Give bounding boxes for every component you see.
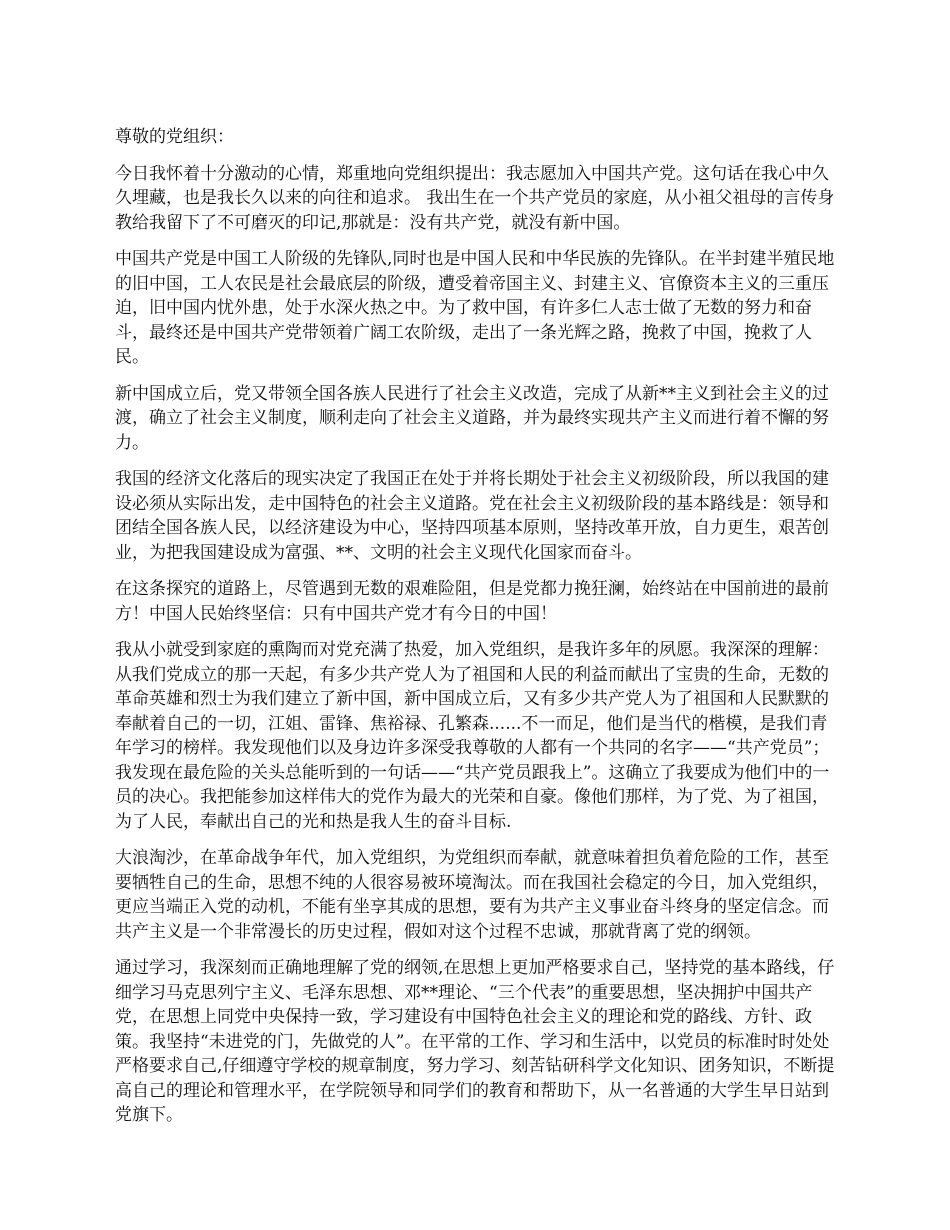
paragraph-5: 在这条探究的道路上，尽管遇到无数的艰难险阻，但是党都力挽狂澜，始终站在中国前进的最前方！中国人民始终坚信：只有中国共产党才有今日的中国！ (115, 579, 829, 624)
document-page (115, 125, 835, 1140)
paragraph-6: 我从小就受到家庭的熏陶而对党充满了热爱，加入党组织，是我许多年的夙愿。我深深的理解：从我们党成立的那一天起，有多少共产党人为了祖国和人民的利益而献出了宝贵的生命，无数的革命英雄和烈士为我们建立了新中国，新中国成立后，又有多少共产党人为了祖国和人民默默的奉献着自己的一切，江姐、雷锋、焦裕禄、孔繁森......不一而足，他们是当代的楷模，是我们青年学习的榜样。我发现他们以及身边许多深受我尊敬的人都有一个共同的名字——“共产党员”；我发现在最危险的关头总能听到的一句话——“共产党员跟我上”。这确立了我要成为他们中的一员的决心。我把能参加这样伟大的党作为最大的光荣和自豪。像他们那样，为了党、为了祖国，为了人民，奉献出自己的光和热是我人生的奋斗目标. (115, 640, 830, 832)
paragraph-7: 大浪淘沙，在革命战争年代，加入党组织，为党组织而奉献，就意味着担负着危险的工作，甚至要牺牲自己的生命，思想不纯的人很容易被环境淘汰。而在我国社会稳定的今日，加入党组织，更应当端正入党的动机，不能有坐享其成的思想，要有为共产主义事业奋斗终身的坚定信念。而共产主义是一个非常漫长的历史过程，假如对这个过程不忠诚，那就背离了党的纲领。 (115, 848, 829, 942)
paragraph-8: 通过学习，我深刻而正确地理解了党的纲领,在思想上更加严格要求自己，坚持党的基本路线，仔细学习马克思列宁主义、毛泽东思想、邓**理论、“三个代表”的重要思想，坚决拥护中国共产党，在思想上同党中央保持一致，学习建设有中国特色社会主义的理论和党的路线、方针、政策。我坚持“未进党的门，先做党的人”。在平常的工作、学习和生活中，以党员的标准时时处处严格要求自己,仔细遵守学校的规章制度，努力学习、刻苦钻研科学文化知识、团务知识，不断提高自己的理论和管理水平，在学院领导和同学们的教育和帮助下，从一名普通的大学生早日站到党旗下。 (115, 958, 835, 1125)
paragraph-1: 今日我怀着十分激动的心情，郑重地向党组织提出：我志愿加入中国共产党。这句话在我心中久久埋藏，也是我长久以来的向往和追求。 我出生在一个共产党员的家庭，从小祖父祖母的言传身教给我留下了不可磨灭的印记,那就是：没有共产党，就没有新中国。 (115, 163, 835, 233)
paragraph-3: 新中国成立后，党又带领全国各族人民进行了社会主义改造，完成了从新**主义到社会主义的过渡，确立了社会主义制度，顺利走向了社会主义道路，并为最终实现共产主义而进行着不懈的努力。 (115, 383, 829, 453)
salutation: 尊敬的党组织： (115, 127, 234, 147)
paragraph-2: 中国共产党是中国工人阶级的先锋队,同时也是中国人民和中华民族的先锋队。在半封建半殖民地的旧中国，工人农民是社会最底层的阶级，遭受着帝国主义、封建主义、官僚资本主义的三重压迫，旧中国内忧外患，处于水深火热之中。为了救中国，有许多仁人志士做了无数的努力和奋斗，最终还是中国共产党带领着广阔工农阶级，走出了一条光辉之路，挽救了中国，挽救了人民。 (115, 249, 835, 367)
paragraph-4: 我国的经济文化落后的现实决定了我国正在处于并将长期处于社会主义初级阶段，所以我国的建设必须从实际出发，走中国特色的社会主义道路。党在社会主义初级阶段的基本路线是：领导和团结全国各族人民，以经济建设为中心，坚持四项基本原则，坚持改革开放，自力更生，艰苦创业，为把我国建设成为富强、**、文明的社会主义现代化国家而奋斗。 (115, 469, 829, 563)
